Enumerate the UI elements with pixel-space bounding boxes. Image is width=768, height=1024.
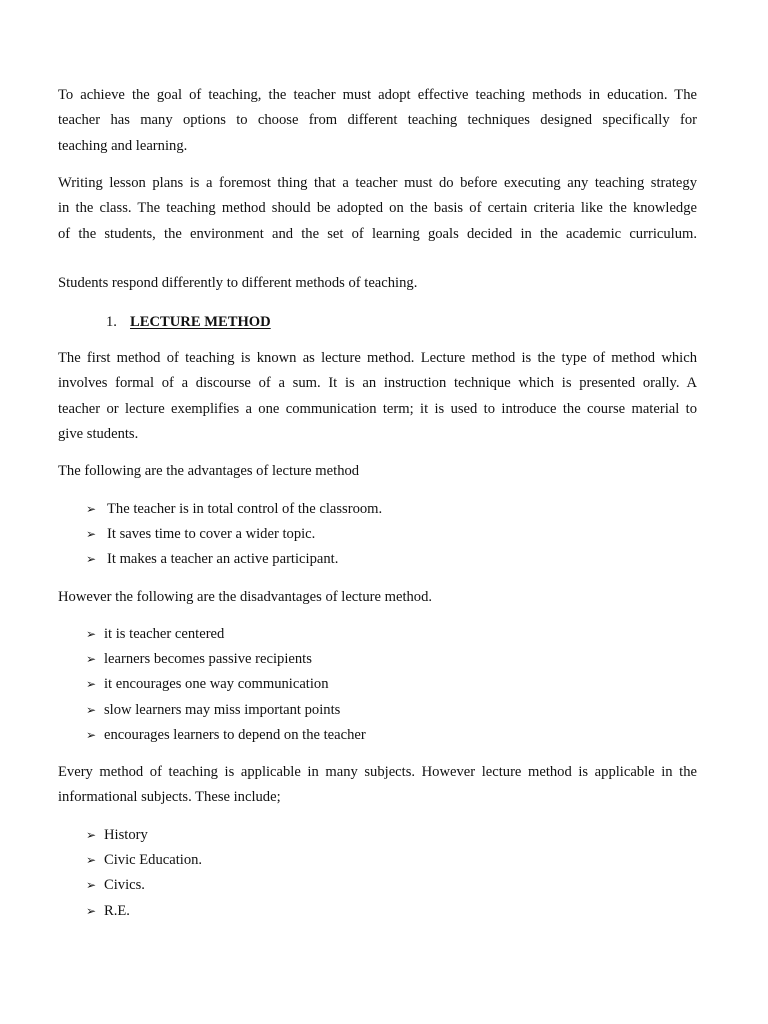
text-line: involves formal of a discourse of a sum. It is an instruction technique which is presented orally. A: [58, 375, 697, 392]
list-item-text: The teacher is in total control of the classroom.: [107, 501, 383, 517]
disadvantages-intro: [58, 585, 697, 610]
text-line: informational subjects. These include;: [58, 789, 281, 806]
list-item-text: encourages learners to depend on the teacher: [104, 726, 366, 743]
text-line: Every method of teaching is applicable in many subjects. However lecture method is applicable in the: [58, 764, 697, 780]
list-item-text: Civics.: [104, 877, 145, 894]
arrow-bullet-icon: ➢: [86, 828, 97, 842]
text-line: teaching and learning.: [58, 137, 188, 154]
text-line: The first method of teaching is known as lecture method. Lecture method is the type of method which: [58, 350, 697, 366]
list-item-text: History: [104, 827, 148, 843]
list-item: [86, 674, 366, 699]
arrow-bullet-icon: ➢: [86, 903, 97, 918]
list-item: [86, 875, 202, 900]
list-item: [86, 549, 382, 574]
text-line: The following are the advantages of lecture method: [58, 463, 360, 479]
list-item-text: Civic Education.: [104, 852, 203, 869]
advantages-list: [86, 499, 382, 575]
arrow-bullet-icon: ➢: [86, 527, 97, 542]
list-item: [86, 499, 382, 524]
arrow-bullet-icon: ➢: [86, 853, 97, 868]
text-line: of the students, the environment and the set of learning goals decided in the academic curriculum.: [58, 225, 697, 242]
lecture-method-paragraph: [58, 346, 697, 447]
list-item: [86, 825, 202, 850]
applicable-subjects-paragraph: [58, 760, 697, 811]
list-item-text: R.E.: [104, 902, 130, 919]
list-item: [86, 624, 366, 649]
arrow-bullet-icon: ➢: [86, 627, 97, 641]
text-line: teacher has many options to choose from different teaching techniques designed specifically for: [58, 112, 697, 129]
arrow-bullet-icon: ➢: [86, 878, 97, 893]
list-item-text: slow learners may miss important points: [104, 701, 341, 718]
arrow-bullet-icon: ➢: [86, 552, 97, 567]
list-item-text: it is teacher centered: [104, 626, 225, 642]
text-line: give students.: [58, 425, 139, 442]
list-item: [86, 700, 366, 725]
intro-paragraph: [58, 83, 697, 159]
lesson-plans-paragraph: [58, 171, 697, 247]
list-item-text: It makes a teacher an active participant.: [107, 551, 339, 568]
list-item-text: It saves time to cover a wider topic.: [107, 526, 316, 543]
text-line: Writing lesson plans is a foremost thing that a teacher must do before executing any teaching strategy: [58, 175, 697, 191]
list-item: [86, 850, 202, 875]
arrow-bullet-icon: ➢: [86, 502, 97, 516]
text-line: teacher or lecture exemplifies a one communication term; it is used to introduce the course material to: [58, 400, 697, 417]
disadvantages-list: [86, 624, 366, 750]
text-line: in the class. The teaching method should be adopted on the basis of certain criteria like the knowledge: [58, 200, 697, 217]
text-line: However the following are the disadvantages of lecture method.: [58, 589, 433, 605]
list-item-text: it encourages one way communication: [104, 676, 329, 693]
arrow-bullet-icon: ➢: [86, 652, 97, 667]
section-heading: [106, 312, 271, 332]
arrow-bullet-icon: ➢: [86, 727, 97, 742]
text-line: Students respond differently to different methods of teaching.: [58, 275, 418, 291]
advantages-intro: [58, 459, 697, 484]
list-item: [86, 901, 202, 926]
heading-title: LECTURE METHOD: [130, 314, 271, 330]
text-line: To achieve the goal of teaching, the teacher must adopt effective teaching methods in education. The: [58, 87, 697, 103]
students-respond-paragraph: [58, 271, 697, 296]
arrow-bullet-icon: ➢: [86, 702, 97, 717]
subjects-list: [86, 825, 202, 926]
list-item: [86, 524, 382, 549]
list-item-text: learners becomes passive recipients: [104, 651, 312, 668]
list-item: [86, 725, 366, 750]
arrow-bullet-icon: ➢: [86, 677, 97, 692]
heading-number: 1.: [106, 314, 117, 330]
list-item: [86, 649, 366, 674]
